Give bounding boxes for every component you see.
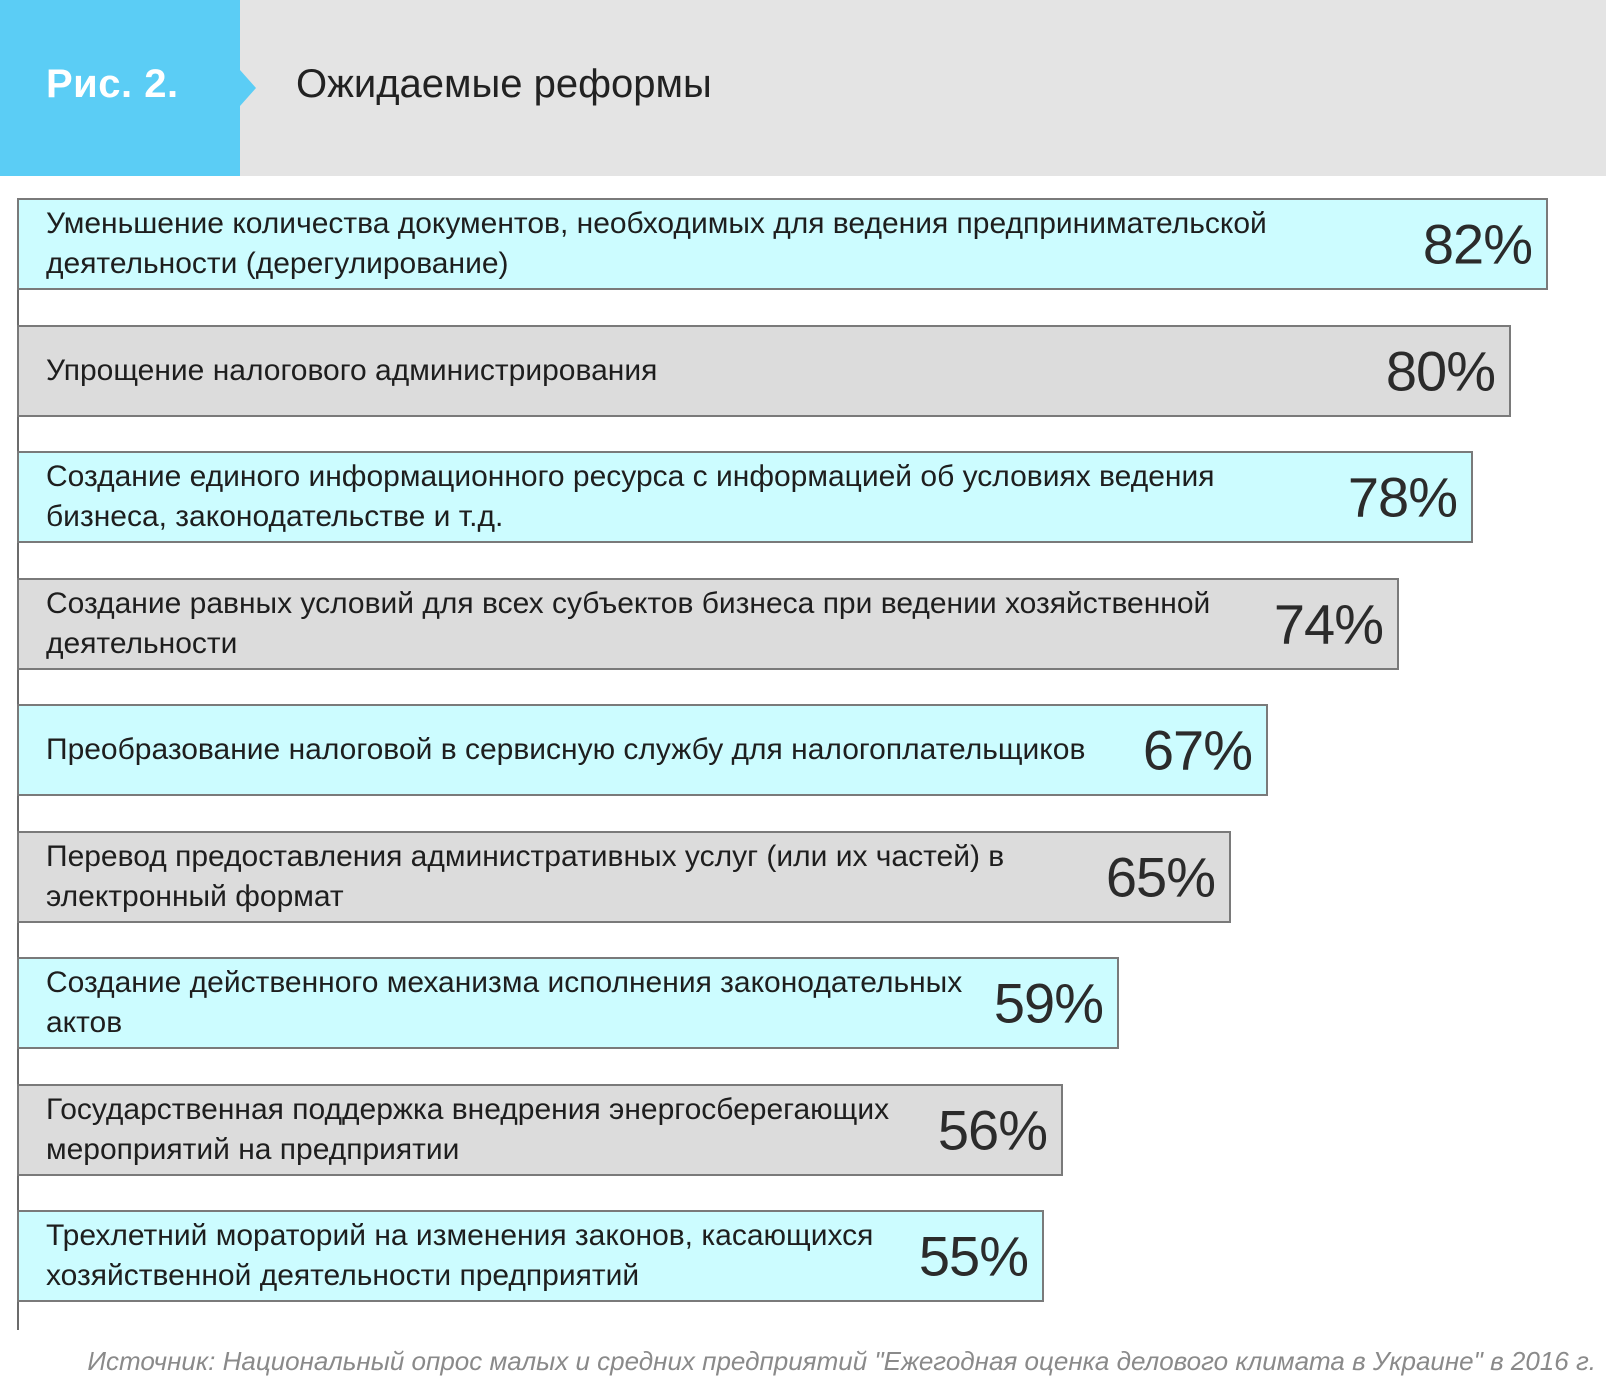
bar-label: Создание единого информационного ресурса с информацией об условиях ведения бизнеса, законодательстве и т.д. [46,460,1215,533]
bar-value-label: 80% [1385,339,1495,403]
bar-6 [17,831,1231,923]
header [0,0,1606,176]
figure-tag [0,0,264,176]
bar-label: Упрощение налогового администрирования [46,354,658,387]
bar-7 [17,957,1119,1049]
bar-value-label: 55% [918,1224,1028,1288]
bar-4 [17,578,1399,670]
bar-value-label: 65% [1105,845,1215,909]
chart-title: Ожидаемые реформы [296,62,712,106]
bar-label: Преобразование налоговой в сервисную службу для налогоплательщиков [46,733,1086,766]
bar-value-label: 67% [1142,718,1252,782]
bar-5 [17,704,1268,796]
source-note: Источник: Национальный опрос малых и средних предприятий "Ежегодная оценка делового климата в Украине" в 2016 г. [87,1346,1596,1376]
bar-value-label: 56% [937,1098,1047,1162]
bar-value-label: 82% [1422,212,1532,276]
bar-label: Уменьшение количества документов, необходимых для ведения предпринимательской деятельности (дерегулирование) [46,207,1267,280]
bar-label: Создание действенного механизма исполнения законодательных актов [46,966,963,1039]
bar-8 [17,1084,1063,1176]
bar-2 [17,325,1511,417]
bar-1 [17,198,1548,290]
bar-label: Государственная поддержка внедрения энергосберегающих мероприятий на предприятии [46,1093,890,1166]
bar-value-label: 78% [1347,465,1457,529]
bar-3 [17,451,1473,543]
bar-value-label: 74% [1273,592,1383,656]
figure-label: Рис. 2. [46,62,179,106]
bar-9 [17,1210,1044,1302]
bar-value-label: 59% [993,971,1103,1035]
bar-label: Перевод предоставления административных услуг (или их частей) в электронный формат [46,840,1005,913]
bar-label: Создание равных условий для всех субъектов бизнеса при ведении хозяйственной деятельности [46,587,1211,660]
bar-label: Трехлетний мораторий на изменения законов, касающихся хозяйственной деятельности предприятий [46,1219,874,1292]
